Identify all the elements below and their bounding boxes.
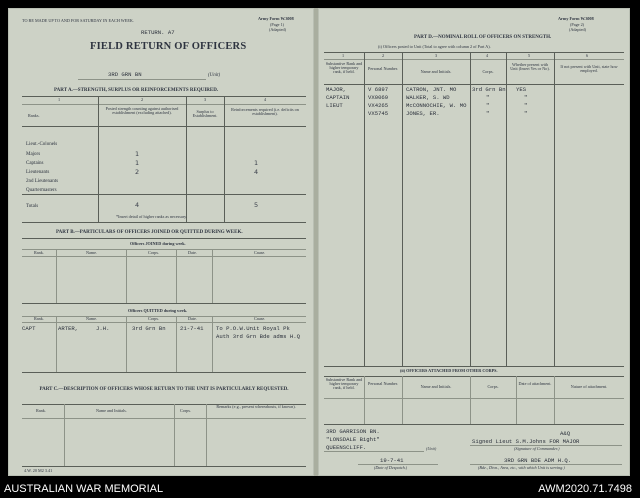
att-hdr-date: Date of attachment. (518, 381, 552, 386)
posted-captains: 1 (135, 159, 140, 167)
posted-lieutenants: 2 (135, 168, 140, 176)
signature-label: (Signature of Commander.) (514, 446, 560, 451)
roll-name: JONES, ER. (406, 110, 440, 117)
p2-hdr-number: Personal Number. (367, 66, 398, 71)
reinf-captains: 1 (254, 159, 259, 167)
att-hdr-rank: Substantive Rank and higher temporary rank, if held. (325, 377, 363, 391)
quitted-hdr-cause: Cause. (254, 316, 266, 321)
col-num-3: 3 (204, 97, 207, 102)
quitted-date: 21-7-41 (180, 325, 204, 332)
despatch-date: 19-7-41 (380, 457, 404, 464)
p2-col-1: 1 (342, 53, 345, 58)
unit-value: 3RD GRN BN (108, 71, 142, 78)
quitted-hdr-name: Name. (86, 316, 98, 321)
rank-totals: Totals (26, 204, 39, 209)
p2-col-2: 2 (382, 53, 385, 58)
reinf-total: 5 (254, 201, 259, 209)
quitted-name: ARTER, (58, 325, 79, 332)
att-hdr-number: Personal Number. (367, 381, 398, 386)
joined-hdr-rank: Rank. (34, 250, 44, 255)
printer-code: 4.W. 20 M2 3.41 (24, 468, 53, 473)
form-adapted-p2: (Adapted) (569, 27, 586, 32)
right-page (318, 8, 630, 476)
unit-line-1: 3RD GARRISON BN. (326, 428, 380, 435)
quitted-hdr-corps: Corps. (148, 316, 160, 321)
col-num-4: 4 (264, 97, 267, 102)
hdr-ranks: Ranks. (28, 113, 40, 118)
form-id-p2: Army Form W.3008 (558, 16, 594, 21)
quitted-initials: J.H. (96, 325, 110, 332)
p2-col-4: 4 (486, 53, 489, 58)
pc-hdr-name: Name and Initials. (96, 408, 127, 413)
quitted-corps: 3rd Grn Bn (132, 325, 166, 332)
roll-rank: LIEUT (326, 102, 343, 109)
part-c-title: PART C.—DESCRIPTION OF OFFICERS WHOSE RETURN TO THE UNIT IS PARTICULARLY REQUESTED. (39, 387, 289, 392)
brigade-value: 3RD GRN BDE ADM H.Q. (504, 457, 572, 464)
form-page-p2: (Page 2) (570, 22, 585, 27)
joined-hdr-cause: Cause. (254, 250, 266, 255)
roll-corps: " (486, 110, 490, 117)
joined-hdr-date: Date. (188, 250, 197, 255)
roll-present: " (524, 94, 528, 101)
p2-hdr-employed: If not present with Unit, state how employed. (560, 64, 618, 74)
rank-quartermasters: Quartermasters (26, 188, 57, 193)
rank-lieutenants: Lieutenants (26, 170, 50, 175)
despatch-date-label: (Date of Despatch.) (374, 465, 408, 470)
quitted-hdr-rank: Rank. (34, 316, 44, 321)
roll-number: VX5745 (368, 110, 389, 117)
reinf-lieutenants: 4 (254, 168, 259, 176)
roll-present: " (524, 102, 528, 109)
roll-name: CATRON, JNT. MO (406, 86, 457, 93)
quitted-cause-line1: To P.O.W.Unit Royal Pk (216, 325, 290, 332)
col-num-1: 1 (58, 97, 61, 102)
att-hdr-corps: Corps. (487, 384, 499, 389)
part-d-title: PART D.—NOMINAL ROLL OF OFFICERS ON STRENGTH. (414, 35, 552, 40)
p2-unit-label: (Unit) (426, 446, 437, 451)
rank-2nd-lieutenants: 2nd Lieutenants (26, 179, 59, 184)
p2-hdr-name: Name and Initials. (420, 69, 452, 74)
roll-corps: 3rd Grn Bn (472, 86, 506, 93)
quitted-rank: CAPT (22, 325, 36, 332)
posted-total: 4 (135, 201, 140, 209)
roll-corps: " (486, 94, 490, 101)
p2-hdr-corps: Corps. (482, 69, 494, 74)
p2-col-6: 6 (586, 53, 589, 58)
hdr-surplus: Surplus to Establishment. (192, 109, 218, 119)
part-a-note: *Insert detail of higher ranks as necessary. (116, 214, 188, 219)
form-adapted: (Adapted) (269, 27, 286, 32)
roll-present: YES (516, 86, 527, 93)
rank-majors: Majors (26, 152, 41, 157)
signature-line: Signed Lieut S.M.Johns FOR MAJOR (472, 438, 580, 445)
part-a-title: PART A.—STRENGTH, SURPLUS OR REINFORCEMENTS REQUIRED. (54, 88, 219, 93)
attached-title: (ii) OFFICERS ATTACHED FROM OTHER CORPS. (400, 368, 498, 373)
roll-name: WALKER, S. WD (406, 94, 450, 101)
form-title: FIELD RETURN OF OFFICERS (90, 41, 247, 52)
posted-majors: 1 (135, 150, 140, 158)
att-hdr-name: Name and Initials. (420, 384, 452, 389)
unit-line-2: "LONSDALE Bight" (326, 436, 380, 443)
form-id: Army Form W.3008 (258, 16, 294, 21)
roll-number: V 6897 (368, 86, 389, 93)
roll-number: VX0069 (368, 94, 389, 101)
joined-title: Officers JOINED during week. (130, 241, 186, 246)
pc-hdr-remarks: Remarks (e.g., present whereabouts, if known). (216, 404, 296, 409)
hdr-reinf: Reinforcements required (i.e. deficits on establishment). (231, 107, 299, 117)
roll-name: McCONNOCHIE, W. MO (406, 102, 467, 109)
pc-hdr-corps: Corps. (180, 408, 192, 413)
quitted-hdr-date: Date. (188, 316, 197, 321)
roll-rank: CAPTAIN (326, 94, 350, 101)
roll-number: VX4265 (368, 102, 389, 109)
hdr-posted: Posted strength counting against authorised establishment (excluding attached). (105, 106, 179, 116)
p2-hdr-rank: Substantive Rank and higher temporary rank, if held. (325, 61, 363, 75)
quitted-title: Officers QUITTED during week. (128, 308, 188, 313)
roll-corps: " (486, 102, 490, 109)
unit-line-3: QUEENSCLIFF. (326, 444, 367, 451)
quitted-cause-line2: Auth 3rd Grn Bde adms H.Q (216, 333, 300, 340)
form-page: (Page 1) (270, 22, 285, 27)
part-d-sub: (i) Officers posted to Unit (Total to agree with column 2 of Part A). (378, 44, 491, 49)
p2-col-3: 3 (435, 53, 438, 58)
roll-present: " (524, 110, 528, 117)
sig-code: A&Q (560, 430, 571, 437)
part-b-title: PART B.—PARTICULARS OF OFFICERS JOINED OR QUITTED DURING WEEK. (56, 230, 243, 235)
header-note: TO BE MADE UP TO AND FOR SATURDAY IN EACH WEEK. (22, 18, 134, 23)
brigade-label: (Bde., Divn., Area, etc., with which Unit is serving.) (478, 465, 565, 470)
rank-captains: Captains (26, 161, 44, 166)
roll-rank: MAJOR, (326, 86, 347, 93)
footer-accession: AWM2020.71.7498 (538, 483, 632, 495)
rank-ltcol: Lieut.-Colonels (26, 142, 58, 147)
joined-hdr-corps: Corps. (148, 250, 160, 255)
col-num-2: 2 (141, 97, 144, 102)
p2-col-5: 5 (528, 53, 531, 58)
att-hdr-nature: Nature of attachment. (570, 384, 608, 389)
return-number: RETURN. A7 (141, 29, 175, 36)
footer-bar (0, 480, 640, 498)
left-page (8, 8, 314, 476)
pc-hdr-rank: Rank. (36, 408, 46, 413)
footer-institution: AUSTRALIAN WAR MEMORIAL (4, 483, 164, 495)
p2-hdr-present: Whether present with Unit (Insert Yes or No). (510, 62, 550, 72)
unit-label: (Unit) (208, 73, 221, 78)
joined-hdr-name: Name. (86, 250, 98, 255)
